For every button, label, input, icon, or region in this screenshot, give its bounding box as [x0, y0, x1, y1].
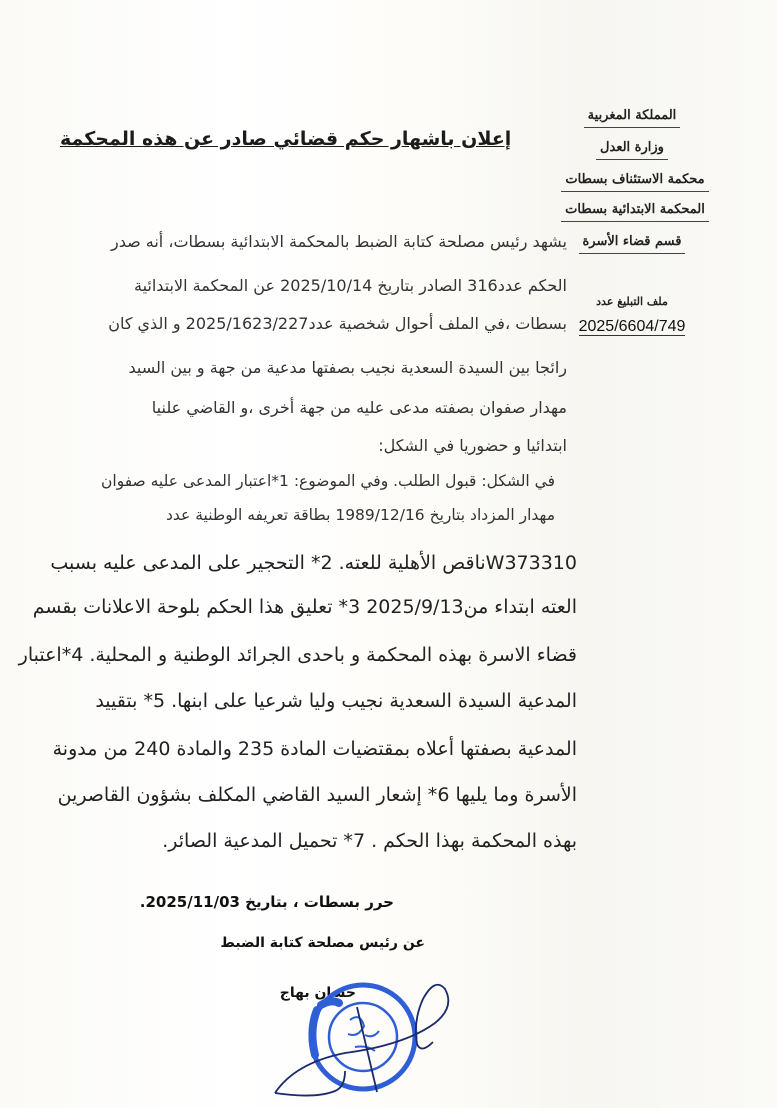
body-line: يشهد رئيس مصلحة كتابة الضبط بالمحكمة الابتدائية بسطات، أنه صدر — [110, 232, 567, 251]
page-title: إعلان باشهار حكم قضائي صادر عن هذه المحكمة — [60, 128, 512, 150]
court-stamp — [265, 975, 470, 1108]
header-section — [552, 234, 712, 254]
body-line: مهدار المزداد بتاريخ 1989/12/16 بطاقة تعريفه الوطنية عدد — [166, 506, 555, 524]
signature-icon — [275, 985, 448, 1096]
stamp-icon — [311, 985, 415, 1089]
header-appeal-court — [535, 172, 735, 192]
body-line: المدعية السيدة السعدية نجيب وليا شرعيا على ابنها. 5* بتقييد — [95, 690, 577, 712]
header-appeal-court-text: محكمة الاستئناف بسطات — [561, 172, 708, 192]
written-at: حرر بسطات ، بتاريخ 2025/11/03. — [139, 893, 394, 911]
body-line: مهدار صفوان بصفته مدعى عليه من جهة أخرى ،و القاضي علنيا — [151, 398, 567, 417]
body-line: قضاء الاسرة بهذه المحكمة و باحدى الجرائد الوطنية و المحلية. 4*اعتبار — [18, 644, 577, 666]
notification-file-label-text: ملف التبليغ عدد — [596, 295, 668, 308]
header-kingdom-text: المملكة المغربية — [584, 108, 681, 128]
header-section-text: قسم قضاء الأسرة — [579, 234, 686, 254]
body-line: في الشكل: قبول الطلب. وفي الموضوع: 1*اعتبار المدعى عليه صفوان — [101, 472, 555, 490]
body-line: W373310ناقص الأهلية للعته. 2* التحجير على المدعى عليه بسبب — [50, 552, 577, 574]
header-first-instance-court-text: المحكمة الابتدائية بسطات — [561, 202, 709, 222]
body-line: العته ابتداء من2025/9/13 3* تعليق هذا الحكم بلوحة الاعلانات بقسم — [32, 596, 577, 618]
header-kingdom — [552, 108, 712, 128]
header-ministry-text: وزارة العدل — [596, 140, 668, 160]
body-line: بهذه المحكمة بهذا الحكم . 7* تحميل المدعية الصائر. — [162, 830, 577, 852]
header-first-instance-court — [535, 202, 735, 222]
body-line: رائجا بين السيدة السعدية نجيب بصفتها مدعية من جهة و بين السيد — [128, 358, 567, 377]
on-behalf-of: عن رئيس مصلحة كتابة الضبط — [220, 935, 425, 951]
notification-file-number-text: 2025/6604/749 — [578, 318, 686, 335]
notification-file-label — [552, 295, 712, 308]
body-line: الأسرة وما يليها 6* إشعار السيد القاضي المكلف بشؤون القاصرين — [57, 784, 577, 806]
body-line: ابتدائيا و حضوريا في الشكل: — [378, 436, 567, 455]
body-line: بسطات ،في الملف أحوال شخصية عدد2025/1623/227 و الذي كان — [108, 314, 567, 333]
body-line: المدعية بصفتها أعلاه بمقتضيات المادة 235 والمادة 240 من مدونة — [52, 738, 577, 760]
header-ministry — [552, 140, 712, 160]
body-line: الحكم عدد316 الصادر بتاريخ 2025/10/14 عن المحكمة الابتدائية — [133, 276, 567, 295]
signatory-name: حسان بهاج — [279, 985, 356, 1001]
